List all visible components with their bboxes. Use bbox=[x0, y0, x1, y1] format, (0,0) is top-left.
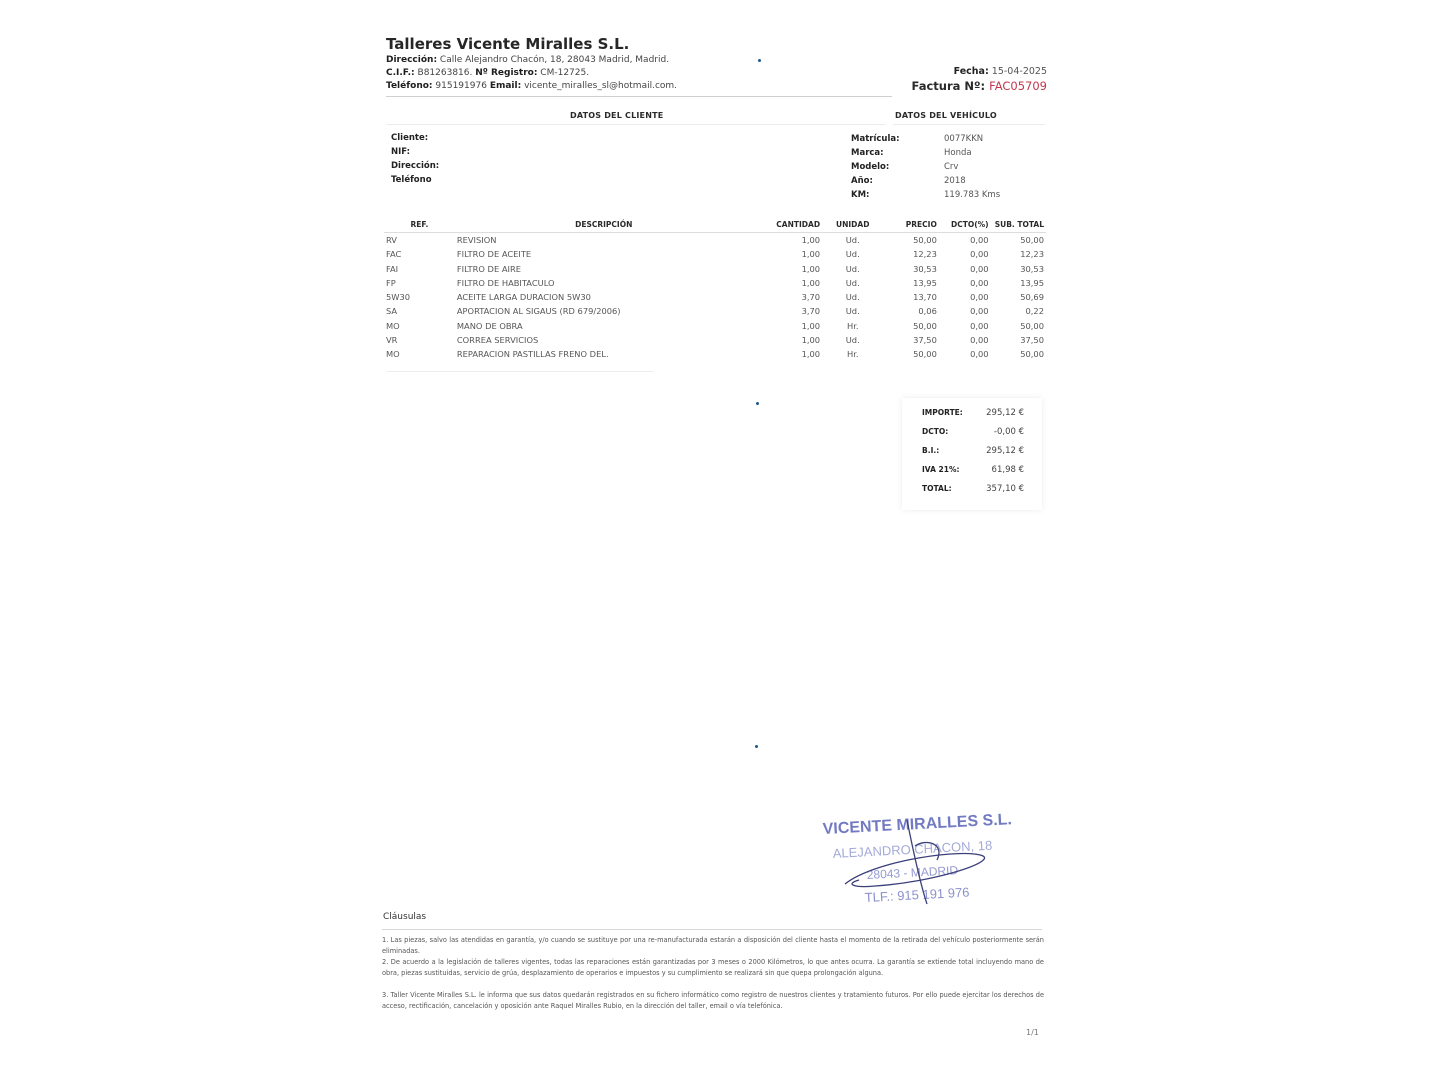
row-price: 37,50 bbox=[913, 335, 937, 346]
row-ref: SA bbox=[386, 306, 398, 317]
company-stamp bbox=[815, 800, 1025, 910]
row-cant: 1,00 bbox=[801, 335, 821, 346]
row-price: 30,53 bbox=[913, 263, 937, 274]
vehicle-plate-value: 0077KKN bbox=[944, 134, 984, 144]
client-name-label: Cliente: bbox=[391, 133, 429, 143]
row-sub: 37,50 bbox=[1020, 335, 1044, 346]
table-row bbox=[384, 347, 1046, 361]
row-sub: 30,53 bbox=[1020, 263, 1044, 274]
row-desc: FILTRO DE AIRE bbox=[456, 263, 521, 274]
row-uni: Ud. bbox=[845, 335, 860, 346]
col-desc-header: DESCRIPCIÓN bbox=[455, 216, 753, 233]
cif-label: C.I.F.: bbox=[386, 68, 415, 78]
row-cant: 3,70 bbox=[801, 292, 821, 303]
invoice-number bbox=[912, 79, 1047, 93]
stamp-line-4: TLF.: 915 191 976 bbox=[864, 884, 970, 905]
row-ref: FAC bbox=[386, 249, 402, 260]
row-dto: 0,00 bbox=[970, 292, 989, 303]
vehicle-year-value: 2018 bbox=[944, 176, 966, 186]
table-bottom-divider bbox=[386, 371, 654, 372]
row-desc: CORREA SERVICIOS bbox=[456, 335, 539, 346]
col-price-header: PRECIO bbox=[883, 216, 938, 233]
row-price: 50,00 bbox=[913, 349, 937, 360]
row-sub: 50,00 bbox=[1020, 349, 1044, 360]
row-price: 13,70 bbox=[913, 292, 937, 303]
row-desc: REPARACION PASTILLAS FRENO DEL. bbox=[456, 349, 609, 360]
iva-label: IVA 21%: bbox=[922, 465, 960, 474]
clauses-divider bbox=[382, 929, 1042, 930]
row-dto: 0,00 bbox=[970, 306, 989, 317]
vehicle-brand-label: Marca: bbox=[851, 148, 884, 158]
row-cant: 3,70 bbox=[801, 306, 821, 317]
row-dto: 0,00 bbox=[970, 320, 989, 331]
table-row bbox=[384, 290, 1046, 304]
row-cant: 1,00 bbox=[801, 277, 821, 288]
row-dto: 0,00 bbox=[970, 335, 989, 346]
dcto-label: DCTO: bbox=[922, 427, 949, 436]
row-uni: Ud. bbox=[845, 249, 860, 260]
row-dto: 0,00 bbox=[970, 277, 989, 288]
table-row bbox=[384, 233, 1046, 248]
row-uni: Ud. bbox=[845, 277, 860, 288]
row-dto: 0,00 bbox=[970, 235, 989, 245]
client-section-title: DATOS DEL CLIENTE bbox=[570, 111, 664, 120]
importe-label: IMPORTE: bbox=[922, 408, 963, 417]
vehicle-model-value: Crv bbox=[944, 162, 959, 172]
col-sub-header: SUB. TOTAL bbox=[991, 216, 1046, 233]
vehicle-year-label: Año: bbox=[851, 176, 873, 186]
company-name: Talleres Vicente Miralles S.L. bbox=[386, 35, 630, 53]
row-ref: MO bbox=[386, 320, 400, 331]
vehicle-section-title: DATOS DEL VEHÍCULO bbox=[895, 111, 997, 120]
row-uni: Hr. bbox=[846, 349, 859, 360]
row-ref: FAI bbox=[386, 263, 399, 274]
row-price: 50,00 bbox=[913, 235, 937, 245]
table-row bbox=[384, 304, 1046, 318]
vehicle-section-divider bbox=[893, 124, 1045, 125]
vehicle-model-label: Modelo: bbox=[851, 162, 890, 172]
row-uni: Ud. bbox=[845, 235, 860, 245]
clauses-title: Cláusulas bbox=[383, 912, 427, 922]
row-ref: FP bbox=[386, 277, 396, 288]
row-dto: 0,00 bbox=[970, 263, 989, 274]
row-desc: APORTACION AL SIGAUS (RD 679/2006) bbox=[456, 306, 621, 317]
row-sub: 50,00 bbox=[1020, 235, 1044, 245]
stamp-line-2: ALEJANDRO CHACON, 18 bbox=[832, 837, 993, 861]
row-price: 0,06 bbox=[918, 306, 937, 317]
cif-value: B81263816. bbox=[417, 68, 473, 78]
totals-box bbox=[902, 398, 1042, 510]
table-row bbox=[384, 262, 1046, 276]
client-nif-label: NIF: bbox=[391, 147, 411, 157]
row-cant: 1,00 bbox=[801, 235, 821, 245]
vehicle-brand-value: Honda bbox=[944, 148, 972, 158]
row-ref: RV bbox=[386, 235, 397, 245]
row-price: 13,95 bbox=[913, 277, 937, 288]
client-address-label: Dirección: bbox=[391, 161, 440, 171]
phone-label: Teléfono: bbox=[386, 81, 433, 91]
table-row bbox=[384, 276, 1046, 290]
row-desc: FILTRO DE HABITACULO bbox=[456, 277, 555, 288]
col-uni-header: UNIDAD bbox=[822, 216, 883, 233]
client-phone-label: Teléfono bbox=[391, 175, 432, 185]
row-cant: 1,00 bbox=[801, 263, 821, 274]
row-price: 12,23 bbox=[913, 249, 937, 260]
row-uni: Ud. bbox=[845, 263, 860, 274]
col-dto-header: DCTO(%) bbox=[939, 216, 991, 233]
col-cant-header: CANTIDAD bbox=[753, 216, 822, 233]
table-row bbox=[384, 319, 1046, 333]
row-ref: VR bbox=[386, 335, 398, 346]
company-contact-line bbox=[386, 81, 677, 91]
row-ref: 5W30 bbox=[386, 292, 411, 303]
bi-value: 295,12 € bbox=[986, 446, 1024, 456]
table-header-row bbox=[384, 216, 1046, 233]
registro-label: Nº Registro: bbox=[475, 68, 538, 78]
row-dto: 0,00 bbox=[970, 349, 989, 360]
date-label: Fecha: bbox=[953, 66, 989, 77]
row-desc: MANO DE OBRA bbox=[456, 320, 523, 331]
client-section-divider bbox=[386, 124, 886, 125]
dcto-value: -0,00 € bbox=[993, 427, 1024, 437]
row-sub: 50,69 bbox=[1020, 292, 1044, 303]
company-address-line bbox=[386, 55, 669, 65]
row-desc: ACEITE LARGA DURACION 5W30 bbox=[456, 292, 591, 303]
stamp-line-3: 28043 - MADRID bbox=[866, 863, 959, 882]
page-number: 1/1 bbox=[1026, 1028, 1039, 1037]
row-desc: FILTRO DE ACEITE bbox=[456, 249, 532, 260]
clause-1: 1. Las piezas, salvo las atendidas en garantía, y/o cuando se sustituye por una re-manufacturada estarán a disposición del cliente hasta el momento de la retirada del vehículo posteriormente serán eliminadas. bbox=[382, 936, 1044, 955]
email-label: Email: bbox=[489, 81, 522, 91]
row-sub: 12,23 bbox=[1020, 249, 1044, 260]
clause-3: 3. Taller Vicente Miralles S.L. le informa que sus datos quedarán registrados en su fichero informático como registro de nuestros clientes y tratamiento futuros. Por ello puede ejercitar los derechos de acceso, rectificación, cancelación y oposición ante Raquel Miralles Rubio, en la dirección del taller, email o vía telefónica. bbox=[382, 991, 1044, 1010]
row-price: 50,00 bbox=[913, 320, 937, 331]
row-dto: 0,00 bbox=[970, 249, 989, 260]
invoice-date bbox=[954, 66, 1047, 77]
row-sub: 0,22 bbox=[1025, 306, 1044, 317]
scan-dot bbox=[756, 402, 759, 405]
row-ref: MO bbox=[386, 349, 400, 360]
vehicle-km-value: 119.783 Kms bbox=[944, 190, 1001, 200]
date-value: 15-04-2025 bbox=[991, 66, 1047, 77]
invoice-number-label: Factura Nº: bbox=[911, 79, 986, 93]
row-cant: 1,00 bbox=[801, 349, 821, 360]
invoice-items-table bbox=[384, 216, 1046, 362]
row-uni: Ud. bbox=[845, 306, 860, 317]
row-cant: 1,00 bbox=[801, 249, 821, 260]
company-tax-line bbox=[386, 68, 589, 78]
row-uni: Hr. bbox=[846, 320, 859, 331]
row-desc: REVISION bbox=[456, 235, 497, 245]
total-value: 357,10 € bbox=[986, 484, 1024, 494]
row-cant: 1,00 bbox=[801, 320, 821, 331]
scan-dot bbox=[755, 745, 758, 748]
clause-2: 2. De acuerdo a la legislación de talleres vigentes, todas las reparaciones están garantizadas por 3 meses o 2000 Kilómetros, lo que antes ocurra. La garantía se extiende total incluyendo mano de obra, piezas sustituidas, servicio de grúa, desplazamiento de operarios e impuestos y su cumplimiento se realizará sin que quepa prolongación alguna. bbox=[382, 958, 1044, 977]
invoice-number-value: FAC05709 bbox=[989, 79, 1047, 93]
registro-value: CM-12725. bbox=[540, 68, 590, 78]
col-ref-header: REF. bbox=[384, 216, 455, 233]
row-sub: 50,00 bbox=[1020, 320, 1044, 331]
table-row bbox=[384, 247, 1046, 261]
bi-label: B.I.: bbox=[922, 446, 940, 455]
address-label: Dirección: bbox=[386, 55, 438, 65]
address-value: Calle Alejandro Chacón, 18, 28043 Madrid, Madrid. bbox=[439, 55, 670, 65]
stamp-line-1: VICENTE MIRALLES S.L. bbox=[822, 811, 1013, 838]
vehicle-plate-label: Matrícula: bbox=[851, 134, 900, 144]
iva-value: 61,98 € bbox=[991, 465, 1024, 475]
vehicle-km-label: KM: bbox=[851, 190, 870, 200]
phone-value: 915191976 bbox=[435, 81, 487, 91]
total-label: TOTAL: bbox=[922, 484, 952, 493]
row-uni: Ud. bbox=[845, 292, 860, 303]
header-divider bbox=[386, 96, 892, 97]
email-value: vicente_miralles_sl@hotmail.com. bbox=[524, 81, 678, 91]
row-sub: 13,95 bbox=[1020, 277, 1044, 288]
importe-value: 295,12 € bbox=[986, 408, 1024, 418]
table-row bbox=[384, 333, 1046, 347]
scan-dot bbox=[758, 59, 761, 62]
